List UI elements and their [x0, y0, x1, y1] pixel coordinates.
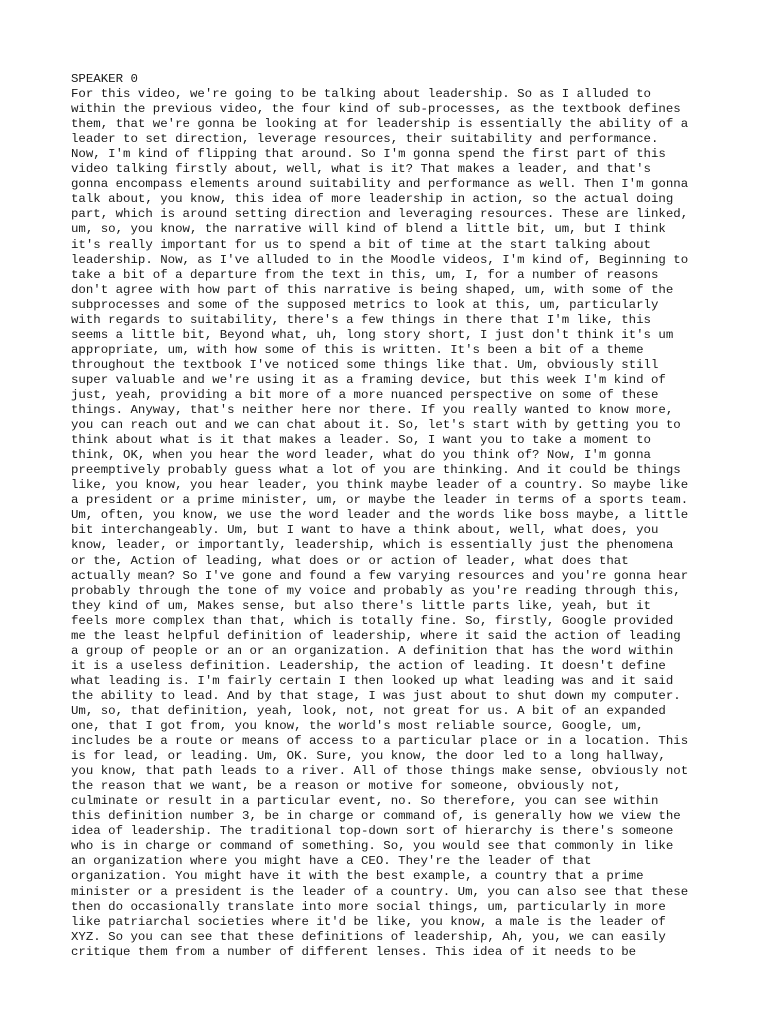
transcript-line: one, that I got from, you know, the world's most reliable source, Google, um,	[71, 719, 644, 734]
transcript-line: talk about, you know, this idea of more leadership in action, so the actual doing	[71, 192, 674, 207]
transcript-line: you know, that path leads to a river. All of those things make sense, obviously not	[71, 764, 689, 779]
transcript-line: subprocesses and some of the supposed metrics to look at this, um, particularly	[71, 297, 659, 312]
speaker-label: SPEAKER 0	[71, 72, 138, 86]
transcript-line: culminate or result in a particular event, no. So therefore, you can see within	[71, 794, 659, 809]
transcript-line: like patriarchal societies where it'd be like, you know, a male is the leader of	[71, 914, 666, 929]
transcript-line: bit interchangeably. Um, but I want to have a think about, well, what does, you	[71, 523, 659, 538]
transcript-line: Now, I'm kind of flipping that around. So I'm gonna spend the first part of this	[71, 147, 666, 162]
transcript-line: probably through the tone of my voice and probably as you're reading through this,	[71, 583, 681, 598]
transcript-line: an organization where you might have a CEO. They're the leader of that	[71, 854, 592, 869]
transcript-line: a group of people or an or an organization. A definition that has the word within	[71, 643, 674, 658]
transcript-line: who is in charge or command of something. So, you would see that commonly in like	[71, 839, 674, 854]
transcript-line: it is a useless definition. Leadership, the action of leading. It doesn't define	[71, 658, 666, 673]
transcript-line: minister or a president is the leader of a country. Um, you can also see that these	[71, 884, 689, 899]
transcript-line: the reason that we want, be a reason or motive for someone, obviously not,	[71, 779, 622, 794]
transcript-line: or the, Action of leading, what does or or action of leader, what does that	[71, 553, 629, 568]
transcript-line: within the previous video, the four kind of sub-processes, as the textbook defines	[71, 102, 681, 117]
transcript-line: don't agree with how part of this narrative is being shaped, um, with some of the	[71, 282, 674, 297]
transcript-line: the ability to lead. And by that stage, I was just about to shut down my computer.	[71, 688, 681, 703]
transcript-line: like, you know, you hear leader, you think maybe leader of a country. So maybe like	[71, 478, 689, 493]
transcript-line: me the least helpful definition of leadership, where it said the action of leading	[71, 628, 681, 643]
transcript-line: part, which is around setting direction and leveraging resources. These are linked,	[71, 207, 689, 222]
transcript-line: just, yeah, providing a bit more of a more nuanced perspective on some of these	[71, 387, 659, 402]
transcript-line: gonna encompass elements around suitability and performance as well. Then I'm gonna	[71, 177, 689, 192]
transcript-line: a president or a prime minister, um, or maybe the leader in terms of a sports team.	[71, 493, 689, 508]
transcript-line: with regards to suitability, there's a few things in there that I'm like, this	[71, 312, 651, 327]
transcript-line: appropriate, um, with how some of this is written. It's been a bit of a theme	[71, 342, 644, 357]
transcript-line: feels more complex than that, which is totally fine. So, firstly, Google provided	[71, 613, 674, 628]
transcript-line: this definition number 3, be in charge or command of, is generally how we view the	[71, 809, 681, 824]
transcript-line: organization. You might have it with the best example, a country that a prime	[71, 869, 644, 884]
transcript-line: take a bit of a departure from the text in this, um, I, for a number of reasons	[71, 267, 659, 282]
transcript-page	[71, 72, 701, 960]
transcript-line: know, leader, or importantly, leadership, which is essentially just the phenomena	[71, 538, 674, 553]
transcript-body	[71, 87, 701, 960]
transcript-line: they kind of um, Makes sense, but also there's little parts like, yeah, but it	[71, 598, 651, 613]
transcript-line: includes be a route or means of access to a particular place or in a location. This	[71, 734, 689, 749]
transcript-line: Um, so, that definition, yeah, look, not, not great for us. A bit of an expanded	[71, 703, 666, 718]
transcript-line: idea of leadership. The traditional top-down sort of hierarchy is there's someone	[71, 824, 674, 839]
transcript-line: what leading is. I'm fairly certain I then looked up what leading was and it said	[71, 673, 674, 688]
transcript-line: throughout the textbook I've noticed some things like that. Um, obviously still	[71, 357, 659, 372]
transcript-line: think, OK, when you hear the word leader, what do you think of? Now, I'm gonna	[71, 448, 651, 463]
transcript-line: think about what is it that makes a leader. So, I want you to take a moment to	[71, 433, 651, 448]
transcript-line: um, so, you know, the narrative will kind of blend a little bit, um, but I think	[71, 222, 666, 237]
transcript-line: you can reach out and we can chat about it. So, let's start with by getting you to	[71, 418, 681, 433]
transcript-line: XYZ. So you can see that these definitions of leadership, Ah, you, we can easily	[71, 929, 666, 944]
transcript-line: them, that we're gonna be looking at for leadership is essentially the ability of a	[71, 117, 689, 132]
transcript-line: then do occasionally translate into more social things, um, particularly in more	[71, 899, 666, 914]
transcript-line: it's really important for us to spend a bit of time at the start talking about	[71, 237, 651, 252]
transcript-line: leadership. Now, as I've alluded to in the Moodle videos, I'm kind of, Beginning to	[71, 252, 689, 267]
transcript-line: seems a little bit, Beyond what, uh, long story short, I just don't think it's um	[71, 327, 674, 342]
transcript-line: For this video, we're going to be talking about leadership. So as I alluded to	[71, 87, 651, 102]
transcript-line: leader to set direction, leverage resources, their suitability and performance.	[71, 132, 659, 147]
transcript-line: preemptively probably guess what a lot of you are thinking. And it could be things	[71, 463, 681, 478]
transcript-line: Um, often, you know, we use the word leader and the words like boss maybe, a little	[71, 508, 689, 523]
transcript-line: video talking firstly about, well, what is it? That makes a leader, and that's	[71, 162, 651, 177]
transcript-line: critique them from a number of different lenses. This idea of it needs to be	[71, 944, 637, 959]
transcript-line: super valuable and we're using it as a framing device, but this week I'm kind of	[71, 372, 666, 387]
transcript-line: is for lead, or leading. Um, OK. Sure, you know, the door led to a long hallway,	[71, 749, 666, 764]
transcript-line: actually mean? So I've gone and found a few varying resources and you're gonna hear	[71, 568, 689, 583]
transcript-line: things. Anyway, that's neither here nor there. If you really wanted to know more,	[71, 403, 674, 418]
